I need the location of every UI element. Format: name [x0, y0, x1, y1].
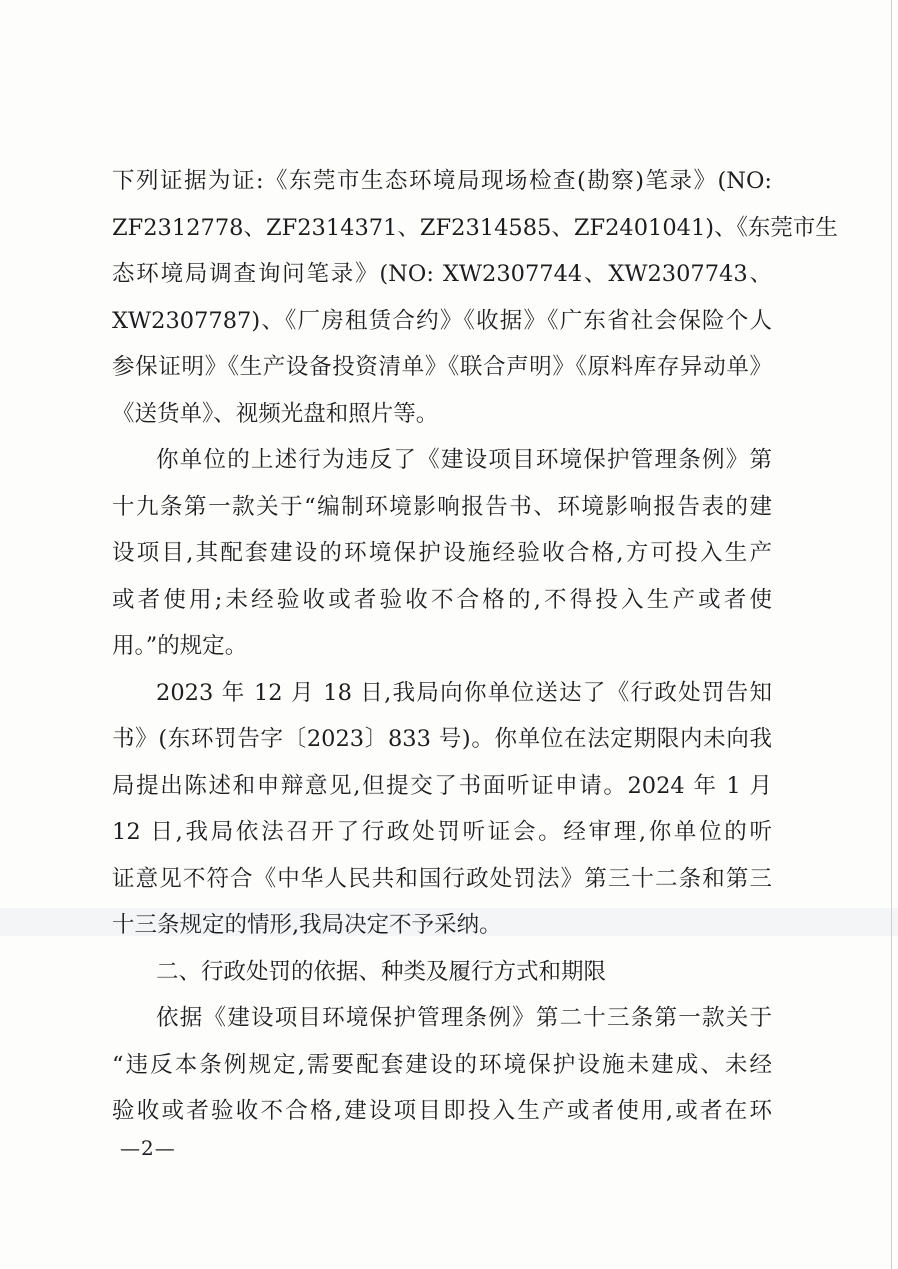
text-line: 或者使用;未经验收或者验收不合格的,不得投入生产或者使 [112, 586, 772, 613]
page-number: —2— [120, 1136, 176, 1160]
text-line: 设项目,其配套建设的环境保护设施经验收合格,方可投入生产 [112, 540, 772, 566]
text-line: 《送货单》、视频光盘和照片等。 [112, 400, 439, 427]
section-heading: 二、行政处罚的依据、种类及履行方式和期限 [156, 958, 607, 985]
scan-edge-line [891, 0, 892, 1269]
text-line: 2023 年 12 月 18 日,我局向你单位送达了《行政处罚告知 [156, 679, 772, 706]
violation-paragraph [112, 437, 772, 670]
text-line: 十三条规定的情形,我局决定不予采纳。 [112, 912, 502, 938]
text-line: 十九条第一款关于“编制环境影响报告书、环境影响报告表的建 [112, 493, 772, 520]
text-line: 用。”的规定。 [112, 633, 248, 659]
text-line: 下列证据为证:《东莞市生态环境局现场检查(勘察)笔录》(NO: [112, 168, 772, 194]
document-body [112, 158, 838, 1135]
text-line: ZF2312778、ZF2314371、ZF2314585、ZF2401041)、《东莞市生 [112, 214, 838, 241]
text-line: 验收或者验收不合格,建设项目即投入生产或者使用,或者在环 [112, 1098, 772, 1124]
text-line: 态环境局调查询问笔录》(NO: XW2307744、XW2307743、 [112, 261, 772, 287]
text-line: 局提出陈述和申辩意见,但提交了书面听证申请。2024 年 1 月 [112, 772, 772, 799]
text-line: 参保证明》《生产设备投资清单》《联合声明》《原料库存异动单》 [112, 354, 772, 380]
text-line: “违反本条例规定,需要配套建设的环境保护设施未建成、未经 [112, 1051, 772, 1078]
basis-paragraph [112, 995, 772, 1135]
text-line: 证意见不符合《中华人民共和国行政处罚法》第三十二条和第三 [112, 865, 772, 892]
evidence-paragraph [112, 158, 838, 437]
text-line: 12 日,我局依法召开了行政处罚听证会。经审理,你单位的听 [112, 819, 772, 845]
text-line: XW2307787)、《厂房租赁合约》《收据》《广东省社会保险个人 [112, 307, 772, 334]
text-line: 依据《建设项目环境保护管理条例》第二十三条第一款关于 [156, 1005, 772, 1031]
text-line: 书》(东环罚告字〔2023〕833 号)。你单位在法定期限内未向我 [112, 726, 772, 752]
hearing-paragraph [112, 670, 772, 949]
text-line: 你单位的上述行为违反了《建设项目环境保护管理条例》第 [156, 447, 772, 473]
